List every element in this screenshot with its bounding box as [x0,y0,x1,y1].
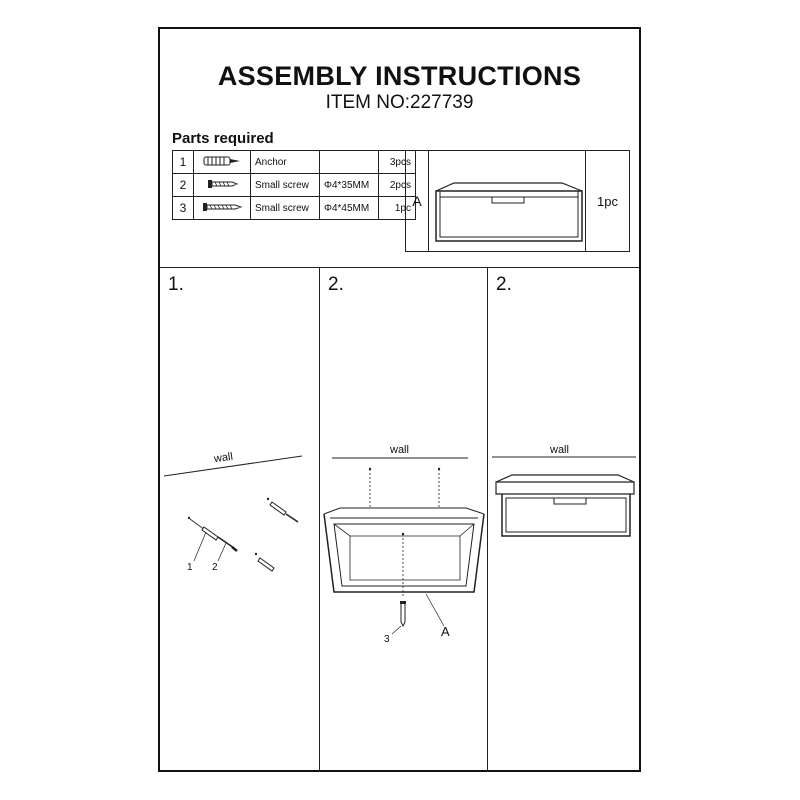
part-qty: 2pcs [379,174,416,197]
callout-label: A [441,624,450,639]
step-2-panel [320,268,488,772]
step-number: 2. [496,274,512,295]
part-qty: 1pc [379,197,416,220]
table-row [173,197,416,220]
floating-shelf-drawer-icon [324,508,484,592]
wall-label: wall [390,444,409,456]
small-screw-icon [218,537,237,551]
wall-label: wall [213,450,234,466]
part-number: 2 [173,174,194,197]
main-part-box [405,150,630,252]
callout-label: 1 [187,562,193,573]
table-row [173,151,416,174]
part-spec: Φ4*45MM [320,197,379,220]
wall-label: wall [550,444,569,456]
page-title: ASSEMBLY INSTRUCTIONS [217,61,582,91]
floating-shelf-drawer-icon [432,161,584,243]
instruction-sheet [158,27,641,772]
part-number: 3 [173,197,194,220]
small-screw-icon [194,174,251,197]
part-number: 1 [173,151,194,174]
anchor-icon [255,553,274,571]
mounted-shelf-diagram [488,268,641,772]
parts-table [172,150,416,220]
long-screw-icon [194,197,251,220]
main-part-qty: 1pc [585,151,629,251]
anchor-installation-diagram [160,268,320,772]
main-part-label: A [406,151,429,251]
anchor-icon [194,151,251,174]
item-number: ITEM NO:227739 [325,92,474,113]
step-number: 2. [328,274,344,295]
step-1-panel [160,268,320,772]
long-screw-icon [400,601,406,626]
table-row [173,174,416,197]
part-spec: Φ4*35MM [320,174,379,197]
part-spec [320,151,379,174]
callout-label: 3 [384,634,390,645]
part-qty: 3pcs [379,151,416,174]
step-2-result-panel [488,268,641,772]
floating-shelf-drawer-icon [496,475,634,536]
anchor-icon [188,517,218,540]
shelf-mounting-diagram [320,268,488,772]
part-name: Anchor [251,151,320,174]
callout-label: 2 [212,562,218,573]
parts-heading: Parts required [172,130,274,147]
part-name: Small screw [251,174,320,197]
part-name: Small screw [251,197,320,220]
step-number: 1. [168,274,184,295]
anchor-icon [267,498,298,522]
